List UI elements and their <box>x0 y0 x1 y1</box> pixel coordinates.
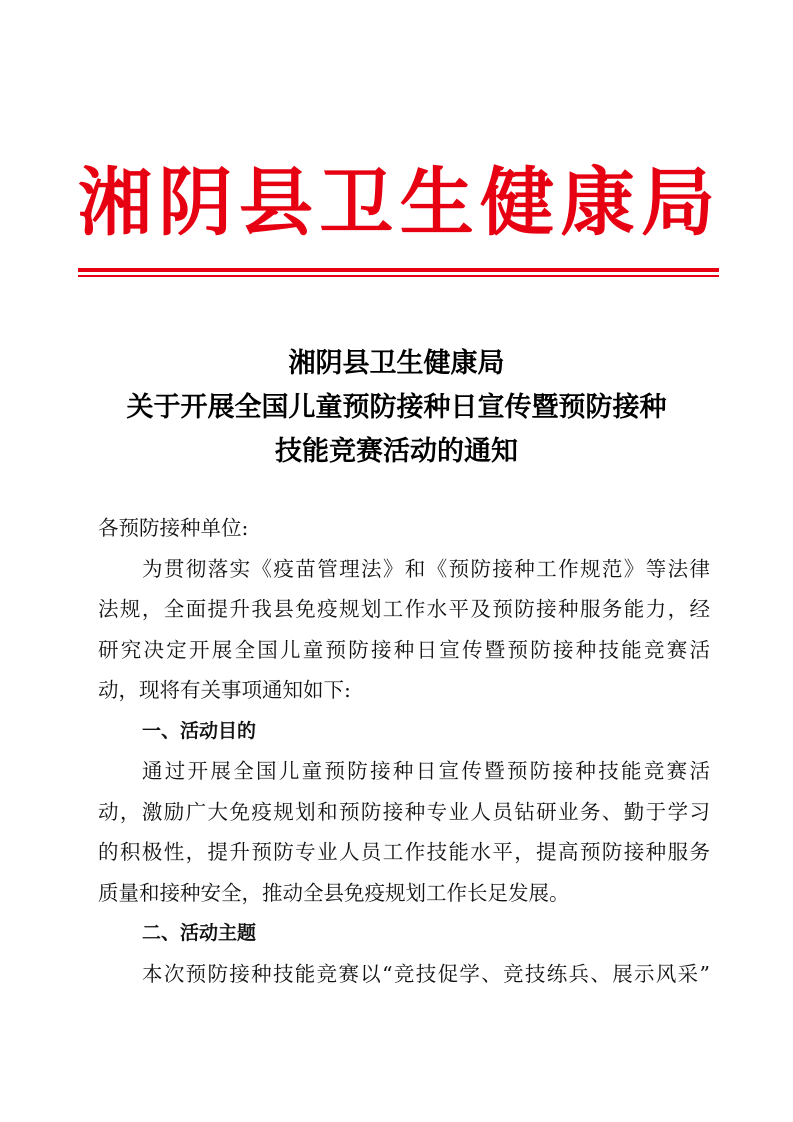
section-heading-purpose: 一、活动目的 <box>142 719 257 742</box>
intro-line: 法规，全面提升我县免疫规划工作水平及预防接种服务能力，经 <box>98 597 710 621</box>
title-line-3: 技能竞赛活动的通知 <box>275 436 518 467</box>
intro-line: 动，现将有关事项通知如下: <box>98 678 351 702</box>
section-purpose-line: 质量和接种安全，推动全县免疫规划工作长足发展。 <box>98 880 570 905</box>
section-heading-theme: 二、活动主题 <box>142 922 257 944</box>
letterhead-red-rule-thin <box>78 275 719 277</box>
section-purpose-line: 的积极性，提升预防专业人员工作技能水平，提高预防接种服务 <box>98 840 710 864</box>
salutation: 各预防接种单位: <box>98 516 249 540</box>
letterhead-org-name: 湘阴县卫生健康局 <box>78 160 719 246</box>
letterhead-red-rule-thick <box>78 268 719 272</box>
section-purpose-line: 动，激励广大免疫规划和预防接种专业人员钻研业务、勤于学习 <box>98 799 710 824</box>
title-line-1: 湘阴县卫生健康局 <box>288 348 505 379</box>
document-body <box>98 508 710 994</box>
intro-line: 研究决定开展全国儿童预防接种日宣传暨预防接种技能竞赛活 <box>98 637 710 662</box>
section-theme-line: 本次预防接种技能竞赛以“竞技促学、竞技练兵、展示风采” <box>142 961 710 986</box>
document-title <box>60 342 733 474</box>
section-purpose-line: 通过开展全国儿童预防接种日宣传暨预防接种技能竞赛活 <box>142 759 710 783</box>
intro-line: 为贯彻落实《疫苗管理法》和《预防接种工作规范》等法律 <box>142 556 710 581</box>
title-line-2: 关于开展全国儿童预防接种日宣传暨预防接种 <box>126 392 667 423</box>
